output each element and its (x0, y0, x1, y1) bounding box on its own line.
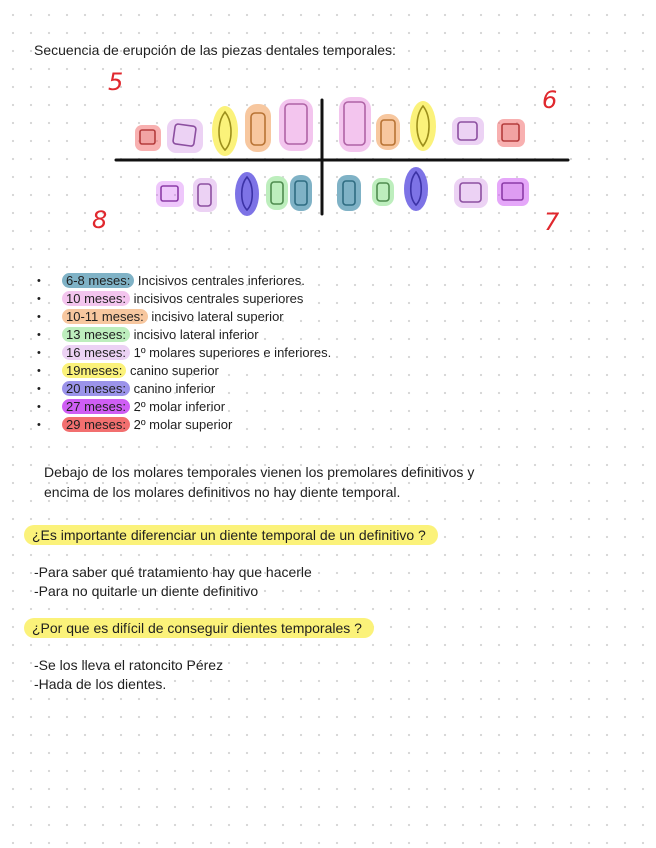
answer-line: -Se los lleva el ratoncito Pérez (34, 657, 224, 673)
legend-item (34, 380, 331, 398)
legend-text: canino inferior (129, 381, 216, 396)
answer-line: -Para saber qué tratamiento hay que hacerle (34, 564, 312, 580)
tooth-lower-left-canine (235, 172, 259, 216)
legend-label: 10-11 meses: (62, 309, 148, 324)
legend-text: incisivo lateral superior (147, 309, 284, 324)
legend-label: 29 meses: (62, 417, 130, 432)
paragraph-line: Debajo de los molares temporales vienen los premolares definitivos y (44, 464, 475, 480)
tooth-lower-left-molar1 (193, 178, 217, 212)
tooth-upper-right-central-incisor (339, 97, 371, 152)
tooth-lower-right-lateral-incisor (372, 178, 394, 206)
tooth-lower-left-central-incisor (290, 175, 312, 211)
tooth-upper-left-molar2 (135, 125, 161, 151)
explanation-paragraph (44, 462, 474, 502)
quadrant-number-top-left: 5 (108, 68, 124, 96)
legend-label: 20 meses: (62, 381, 130, 396)
legend-item (34, 326, 331, 344)
tooth-lower-right-molar1 (454, 178, 488, 208)
quadrant-number-bottom-right: 7 (544, 208, 560, 236)
tooth-lower-right-canine (404, 167, 428, 211)
legend-item (34, 344, 331, 362)
quadrant-number-top-right: 6 (542, 86, 558, 114)
tooth-upper-left-lateral-incisor (245, 104, 271, 152)
answer-line: -Hada de los dientes. (34, 676, 167, 692)
tooth-lower-right-central-incisor (337, 175, 361, 211)
tooth-lower-right-molar2 (497, 178, 529, 206)
tooth-lower-left-lateral-incisor (266, 176, 288, 210)
legend-item (34, 362, 331, 380)
tooth-upper-right-canine (410, 101, 436, 151)
legend-label: 27 meses: (62, 399, 130, 414)
tooth-upper-left-central-incisor (279, 99, 313, 151)
tooth-upper-right-lateral-incisor (376, 114, 400, 150)
legend-label: 10 meses: (62, 291, 130, 306)
answers-2 (34, 656, 223, 694)
legend-text: incisivo lateral inferior (129, 327, 259, 342)
legend-label: 6-8 meses: (62, 273, 134, 288)
tooth-upper-right-molar2 (497, 119, 525, 147)
legend-item (34, 272, 331, 290)
legend-item (34, 398, 331, 416)
answers-1 (34, 563, 312, 601)
legend-text: incisivos centrales superiores (129, 291, 304, 306)
question-1: ¿Es importante diferenciar un diente temporal de un definitivo ? (24, 525, 438, 545)
legend-text: 2º molar inferior (129, 399, 226, 414)
legend-text: Incisivos centrales inferiores. (134, 273, 305, 288)
tooth-lower-left-molar2 (156, 181, 184, 207)
quadrant-number-bottom-left: 8 (92, 206, 108, 234)
legend-item (34, 416, 331, 434)
legend-label: 13 meses: (62, 327, 130, 342)
tooth-upper-left-molar1 (167, 119, 203, 153)
question-2: ¿Por que es difícil de conseguir dientes temporales ? (24, 618, 374, 638)
answer-line: -Para no quitarle un diente definitivo (34, 583, 259, 599)
legend-text: 2º molar superior (129, 417, 233, 432)
legend-label: 19meses: (62, 363, 126, 378)
tooth-upper-right-molar1 (452, 117, 484, 145)
paragraph-line: encima de los molares definitivos no hay diente temporal. (44, 484, 401, 500)
legend-item (34, 290, 331, 308)
legend-text: canino superior (126, 363, 219, 378)
legend-item (34, 308, 331, 326)
tooth-upper-left-canine (212, 106, 238, 156)
eruption-legend (34, 272, 331, 434)
legend-label: 16 meses: (62, 345, 130, 360)
page-title: Secuencia de erupción de las piezas dentales temporales: (34, 42, 396, 58)
legend-text: 1º molares superiores e inferiores. (129, 345, 332, 360)
